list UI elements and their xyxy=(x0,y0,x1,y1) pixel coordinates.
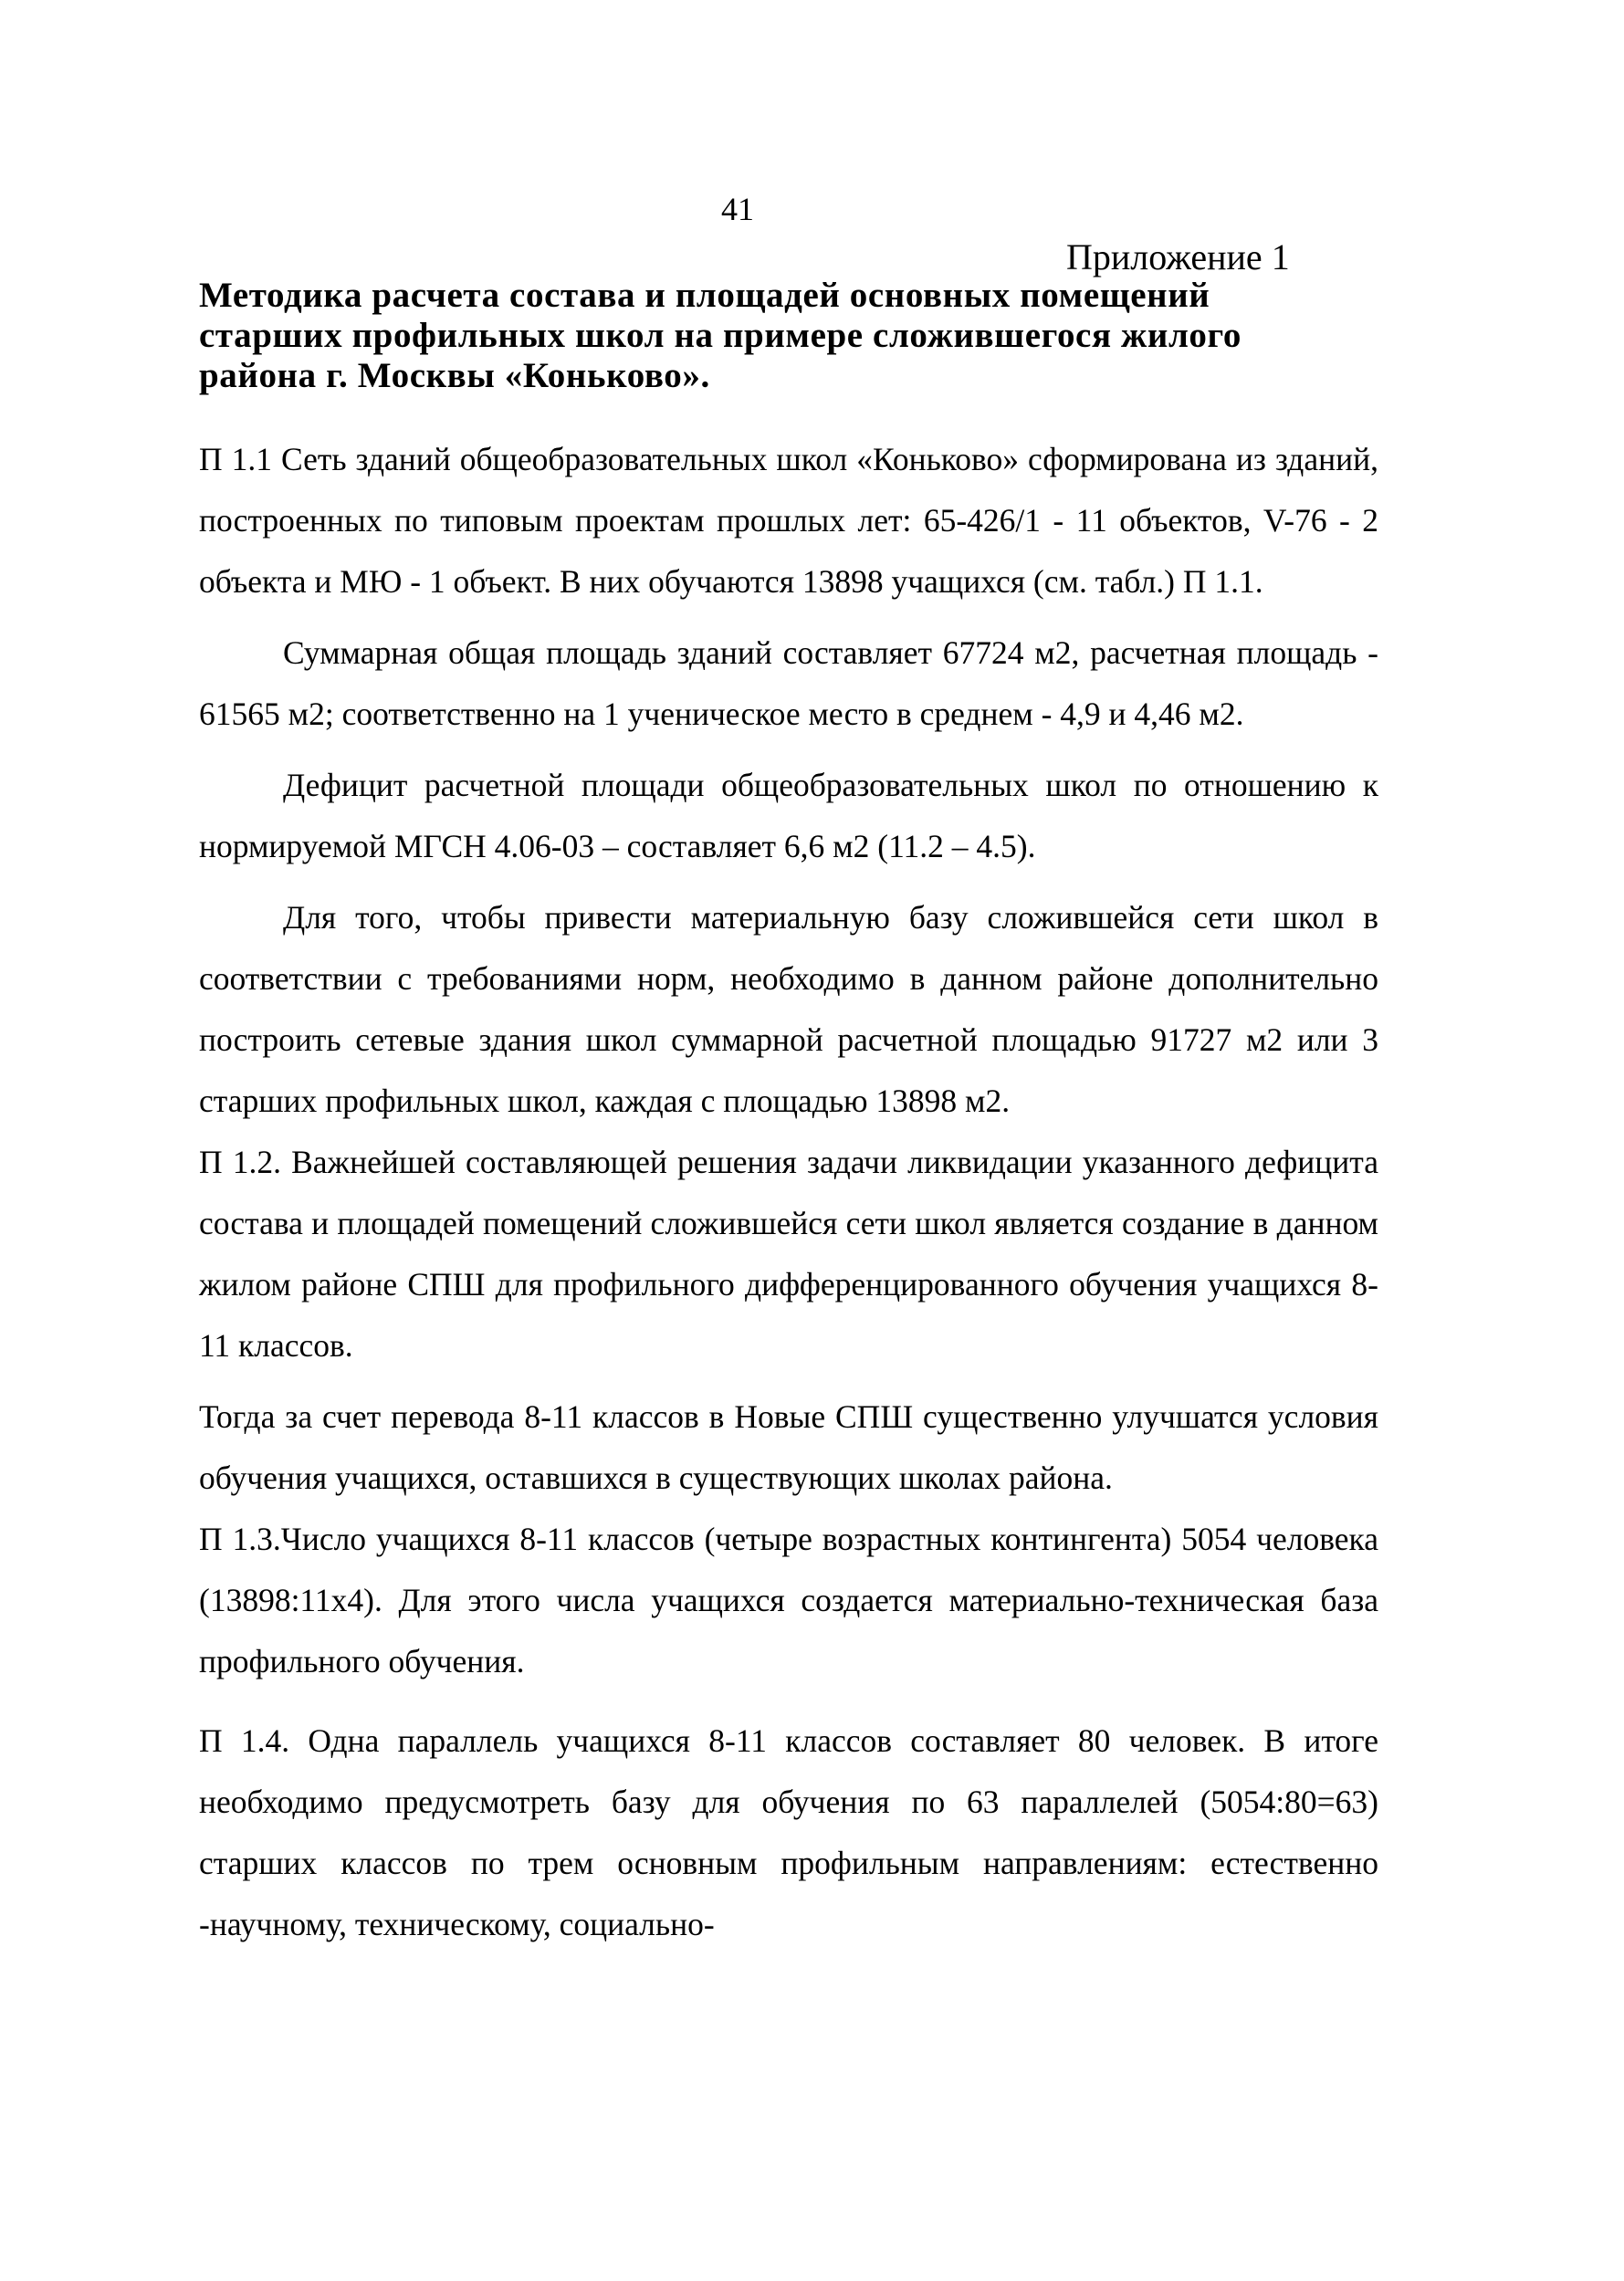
paragraph-p1-4: П 1.4. Одна параллель учащихся 8-11 классов составляет 80 человек. В итоге необходимо предусмотреть базу для обучения по 63 параллелей (5054:80=63) старших классов по трем основным профильным направлениям: естественно -научному, техническому, социально- xyxy=(199,1722,1378,1942)
title-line: старших профильных школ на примере сложившегося жилого xyxy=(199,316,1242,355)
paragraph-transfer: Тогда за счет перевода 8-11 классов в Новые СПШ существенно улучшатся условия обучения учащихся, оставшихся в существующих школах района. xyxy=(199,1398,1378,1496)
document-title xyxy=(199,276,1386,396)
title-line: района г. Москвы «Коньково». xyxy=(199,356,710,395)
paragraph-total-area: Суммарная общая площадь зданий составляет 67724 м2, расчетная площадь - 61565 м2; соответственно на 1 ученическое место в среднем - 4,9 и 4,46 м2. xyxy=(199,634,1378,732)
appendix-label: Приложение 1 xyxy=(1066,236,1290,277)
paragraph-p1-2: П 1.2. Важнейшей составляющей решения задачи ликвидации указанного дефицита состава и площадей помещений сложившейся сети школ является создание в данном жилом районе СПШ для профильного дифференцированного обучения учащихся 8-11 классов. xyxy=(199,1144,1378,1364)
paragraph-p1-1: П 1.1 Сеть зданий общеобразовательных школ «Коньково» сформирована из зданий, построенных по типовым проектам прошлых лет: 65-426/1 - 11 объектов, V-76 - 2 объекта и МЮ - 1 объект. В них обучаются 13898 учащихся (см. табл.) П 1.1. xyxy=(199,441,1378,600)
document-body xyxy=(199,429,1378,1955)
paragraph-construction-need: Для того, чтобы привести материальную базу сложившейся сети школ в соответствии с требованиями норм, необходимо в данном районе дополнительно построить сетевые здания школ суммарной расчетной площадью 91727 м2 или 3 старших профильных школ, каждая с площадью 13898 м2. xyxy=(199,899,1378,1119)
paragraph-p1-3: П 1.3.Число учащихся 8-11 классов (четыре возрастных контингента) 5054 человека (13898:11х4). Для этого числа учащихся создается материально-техническая база профильного обучения. xyxy=(199,1521,1378,1679)
page-number: 41 xyxy=(721,191,754,227)
title-line: Методика расчета состава и площадей основных помещений xyxy=(199,276,1210,315)
paragraph-area-deficit: Дефицит расчетной площади общеобразовательных школ по отношению к нормируемой МГСН 4.06-03 – составляет 6,6 м2 (11.2 – 4.5). xyxy=(199,767,1378,864)
